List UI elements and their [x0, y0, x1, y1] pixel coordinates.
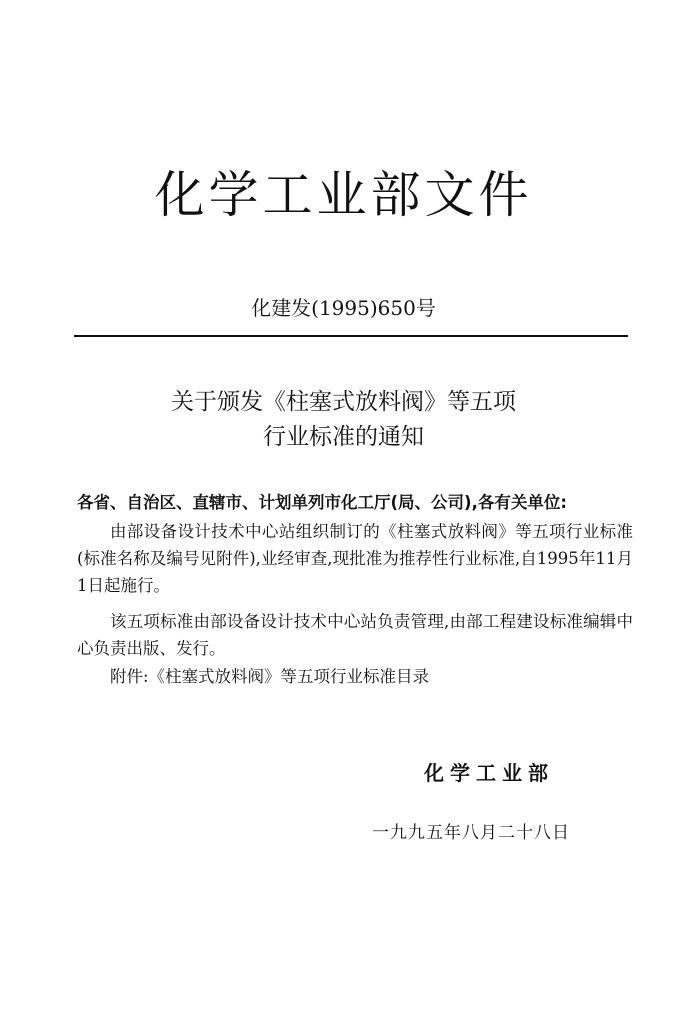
body-paragraph-1: 由部设备设计技术中心站组织制订的《柱塞式放料阀》等五项行业标准(标准名称及编号见附件),业经审查,现批准为推荐性行业标准,自1995年11月1日起施行。	[77, 522, 633, 595]
body-paragraph-2: 该五项标准由部设备设计技术中心站负责管理,由部工程建设标准编辑中心负责出版、发行。	[77, 612, 633, 658]
issue-date: 一九九五年八月二十八日	[372, 823, 570, 843]
document-header-title: 化学工业部文件	[154, 166, 533, 224]
issuer-signature: 化学工业部	[424, 761, 554, 785]
notice-title-line-1: 关于颁发《柱塞式放料阀》等五项	[171, 389, 516, 415]
notice-title-line-2: 行业标准的通知	[263, 424, 424, 450]
header-divider	[74, 335, 628, 337]
document-number: 化建发(1995)650号	[251, 296, 436, 320]
attachment-line: 附件:《柱塞式放料阀》等五项行业标准目录	[110, 667, 430, 686]
recipients-line: 各省、自治区、直辖市、计划单列市化工厅(局、公司),各有关单位:	[77, 493, 567, 512]
